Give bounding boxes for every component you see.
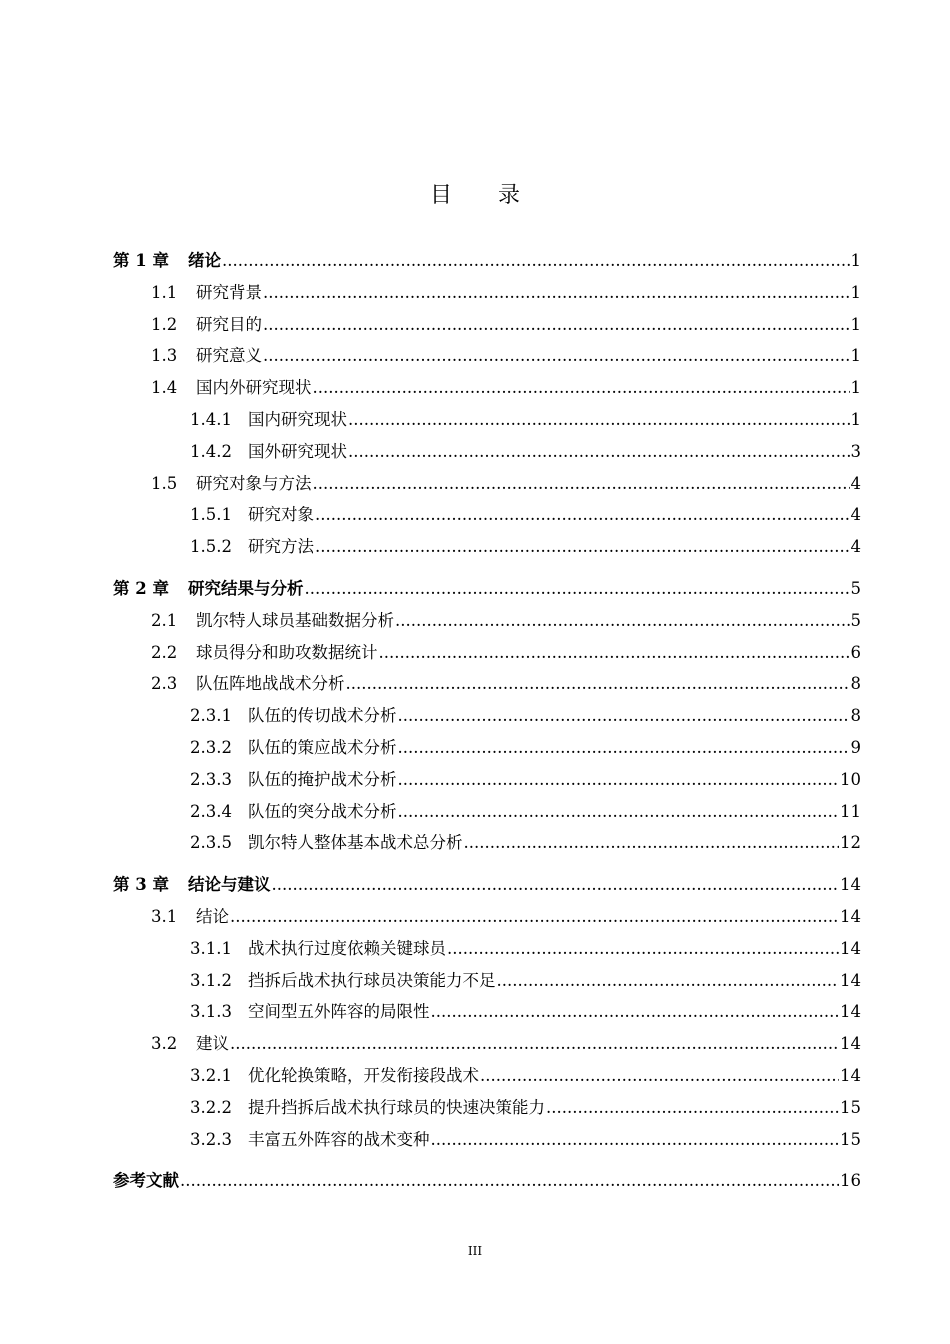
toc-entry-number: 1.4.2 [190, 441, 232, 461]
toc-entry-title: 研究对象与方法 [196, 473, 312, 493]
toc-entry-title: 参考文献 [113, 1171, 179, 1191]
toc-entry-title: 国内外研究现状 [196, 378, 312, 398]
toc-entry-number: 3.1 [151, 906, 178, 926]
toc-entry-title: 国内研究现状 [248, 409, 347, 429]
toc-entry-3-2-2[interactable] [113, 1092, 861, 1124]
toc-entry-page: 8 [850, 706, 861, 726]
toc-entry-title: 研究目的 [196, 314, 262, 334]
toc-entry-number: 第 1 章 [113, 251, 169, 270]
toc-leader-dots [313, 468, 850, 500]
toc-entry-title: 挡拆后战术执行球员决策能力不足 [248, 970, 496, 990]
toc-entry-number: 3.1.3 [190, 1002, 232, 1022]
toc-entry-number: 3.1.2 [190, 970, 232, 990]
toc-entry-3-2[interactable] [113, 1028, 861, 1060]
page-title-char-2: 录 [498, 183, 521, 208]
toc-entry-page: 14 [840, 938, 861, 958]
toc-entry-page: 1 [850, 378, 861, 398]
toc-entry-2-1[interactable] [113, 605, 861, 637]
toc-entry-2-3-4[interactable] [113, 796, 861, 828]
toc-entry-3-1-1[interactable] [113, 933, 861, 965]
toc-leader-dots [263, 277, 850, 309]
toc-entry-1-5-2[interactable] [113, 531, 861, 563]
toc-entry-chapter-2[interactable] [113, 573, 861, 605]
toc-entry-number: 1.5.2 [190, 537, 232, 557]
toc-entry-number: 1.5 [151, 473, 178, 493]
toc-entry-number: 第 3 章 [113, 875, 169, 895]
toc-leader-dots [497, 965, 840, 997]
toc-entry-3-2-1[interactable] [113, 1060, 861, 1092]
toc-entry-page: 14 [840, 1034, 861, 1054]
toc-leader-dots [398, 764, 840, 796]
toc-entry-number: 3.2 [151, 1034, 178, 1054]
toc-entry-number: 第 2 章 [113, 578, 169, 598]
toc-entry-chapter-3[interactable] [113, 869, 861, 901]
toc-leader-dots [398, 732, 850, 764]
toc-entry-number: 2.3.3 [190, 769, 232, 789]
toc-entry-2-3-5[interactable] [113, 827, 861, 859]
toc-entry-number: 1.3 [151, 346, 178, 366]
toc-entry-page: 1 [850, 346, 861, 366]
toc-entry-title: 研究意义 [196, 346, 262, 366]
toc-entry-title: 研究方法 [248, 537, 314, 557]
toc-entry-number: 3.2.1 [190, 1065, 232, 1085]
toc-entry-page: 4 [850, 473, 861, 493]
toc-entry-title: 空间型五外阵容的局限性 [248, 1002, 430, 1022]
toc-leader-dots [315, 499, 850, 531]
toc-leader-dots [398, 700, 850, 732]
toc-entry-2-3-3[interactable] [113, 764, 861, 796]
toc-entry-title: 结论与建议 [188, 875, 271, 895]
toc-entry-references[interactable] [113, 1165, 861, 1197]
toc-leader-dots [272, 869, 840, 901]
toc-entry-title: 研究对象 [248, 505, 314, 525]
toc-entry-page: 14 [840, 1065, 861, 1085]
page-title-char-1: 目 [429, 183, 452, 208]
toc-entry-1-1[interactable] [113, 277, 861, 309]
toc-leader-dots [546, 1092, 839, 1124]
toc-entry-1-3[interactable] [113, 340, 861, 372]
toc-leader-dots [480, 1060, 839, 1092]
toc-leader-dots [447, 933, 839, 965]
toc-entry-title: 丰富五外阵容的战术变种 [248, 1129, 430, 1149]
toc-entry-2-3-2[interactable] [113, 732, 861, 764]
toc-entry-title: 队伍的策应战术分析 [248, 737, 397, 757]
toc-entry-page: 5 [850, 610, 861, 630]
toc-leader-dots [348, 404, 850, 436]
toc-entry-number: 3.2.3 [190, 1129, 232, 1149]
toc-entry-title: 队伍的突分战术分析 [248, 801, 397, 821]
toc-leader-dots [263, 309, 850, 341]
toc-leader-dots [180, 1165, 839, 1197]
toc-entry-title: 国外研究现状 [248, 441, 347, 461]
toc-leader-dots [305, 573, 850, 605]
toc-entry-number: 1.2 [151, 314, 178, 334]
toc-entry-title: 结论 [196, 906, 229, 926]
toc-entry-title: 凯尔特人整体基本战术总分析 [248, 833, 463, 853]
toc-entry-number: 1.5.1 [190, 505, 232, 525]
toc-entry-page: 4 [850, 537, 861, 557]
toc-entry-title: 建议 [196, 1034, 229, 1054]
toc-entry-page: 15 [840, 1129, 861, 1149]
toc-entry-title: 研究背景 [196, 282, 262, 302]
toc-entry-page: 1 [850, 314, 861, 334]
toc-leader-dots [315, 531, 850, 563]
toc-entry-number: 2.2 [151, 642, 178, 662]
toc-entry-title: 凯尔特人球员基础数据分析 [196, 610, 394, 630]
toc-leader-dots [431, 1124, 840, 1156]
toc-entry-page: 1 [850, 282, 861, 302]
toc-entry-title: 提升挡拆后战术执行球员的快速决策能力 [248, 1097, 545, 1117]
toc-leader-dots [431, 996, 840, 1028]
toc-entry-3-1[interactable] [113, 901, 861, 933]
toc-entry-2-3-1[interactable] [113, 700, 861, 732]
page-title [0, 178, 950, 209]
toc-entry-number: 2.3 [151, 674, 178, 694]
toc-entry-title: 研究结果与分析 [188, 578, 304, 598]
toc-entry-page: 12 [840, 833, 861, 853]
toc-leader-dots [230, 901, 839, 933]
toc-leader-dots [222, 245, 850, 277]
toc-entry-page: 4 [850, 505, 861, 525]
table-of-contents [113, 245, 861, 1197]
toc-entry-3-1-2[interactable] [113, 965, 861, 997]
toc-entry-number: 2.3.1 [190, 706, 232, 726]
toc-leader-dots [379, 637, 850, 669]
toc-leader-dots [263, 340, 850, 372]
toc-entry-3-2-3[interactable] [113, 1124, 861, 1156]
toc-entry-number: 3.2.2 [190, 1097, 232, 1117]
toc-entry-2-3[interactable] [113, 668, 861, 700]
toc-entry-1-4[interactable] [113, 372, 861, 404]
toc-entry-title: 优化轮换策略，开发衔接段战术 [248, 1065, 479, 1085]
toc-entry-1-4-2[interactable] [113, 436, 861, 468]
toc-entry-page: 14 [840, 970, 861, 990]
toc-leader-dots [395, 605, 850, 637]
toc-entry-number: 3.1.1 [190, 938, 232, 958]
toc-entry-title: 队伍的掩护战术分析 [248, 769, 397, 789]
toc-entry-number: 2.3.5 [190, 833, 232, 853]
toc-entry-page: 11 [840, 801, 861, 821]
toc-entry-number: 1.1 [151, 282, 178, 302]
toc-entry-title: 球员得分和助攻数据统计 [196, 642, 378, 662]
toc-entry-page: 16 [840, 1171, 861, 1191]
toc-entry-page: 1 [850, 251, 861, 270]
toc-entry-page: 1 [850, 409, 861, 429]
toc-entry-number: 2.3.4 [190, 801, 232, 821]
toc-leader-dots [464, 827, 840, 859]
toc-entry-number: 2.1 [151, 610, 178, 630]
toc-entry-number: 2.3.2 [190, 737, 232, 757]
toc-leader-dots [398, 796, 840, 828]
toc-entry-page: 6 [850, 642, 861, 662]
toc-entry-chapter-1[interactable] [113, 245, 861, 277]
toc-entry-1-5-1[interactable] [113, 499, 861, 531]
toc-entry-title: 战术执行过度依赖关键球员 [248, 938, 446, 958]
toc-entry-page: 10 [840, 769, 861, 789]
toc-entry-2-2[interactable] [113, 637, 861, 669]
toc-entry-page: 5 [850, 578, 861, 598]
toc-entry-1-2[interactable] [113, 309, 861, 341]
toc-leader-dots [348, 436, 850, 468]
toc-entry-page: 8 [850, 674, 861, 694]
toc-entry-page: 15 [840, 1097, 861, 1117]
toc-entry-page: 9 [850, 737, 861, 757]
toc-entry-1-5[interactable] [113, 468, 861, 500]
toc-entry-title: 绪论 [188, 251, 221, 270]
toc-entry-title: 队伍阵地战战术分析 [196, 674, 345, 694]
toc-leader-dots [346, 668, 850, 700]
toc-entry-page: 14 [840, 875, 861, 895]
toc-entry-page: 14 [840, 906, 861, 926]
page-footer-number: III [467, 1244, 483, 1258]
toc-entry-1-4-1[interactable] [113, 404, 861, 436]
toc-entry-number: 1.4.1 [190, 409, 232, 429]
toc-leader-dots [230, 1028, 839, 1060]
toc-entry-3-1-3[interactable] [113, 996, 861, 1028]
toc-entry-number: 1.4 [151, 378, 178, 398]
toc-entry-title: 队伍的传切战术分析 [248, 706, 397, 726]
toc-entry-page: 3 [850, 441, 861, 461]
toc-entry-page: 14 [840, 1002, 861, 1022]
toc-leader-dots [313, 372, 850, 404]
